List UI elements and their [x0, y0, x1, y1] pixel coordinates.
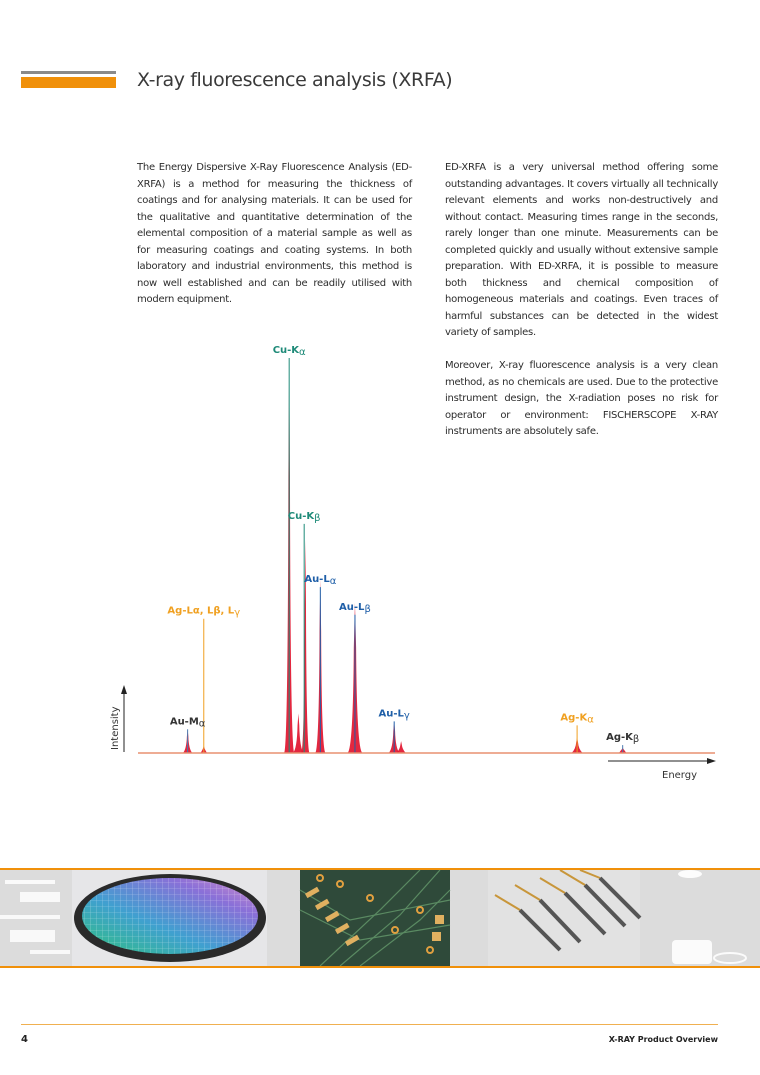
paragraph: The Energy Dispersive X-Ray Fluorescence Analysis (ED-XRFA) is a method for measuring the thickness of coatings and for analysing materials. It can be used for the qualitative and quantitative determination of the elemental composition of a material sample as well as for measuring coatings and coating systems. In both laboratory and industrial environments, this method is now well established and can be readily utilised with modern equipment. — [137, 162, 412, 305]
peak-label: Ag-Lα, Lβ, Lγ — [167, 605, 241, 619]
header-accent-bar-gray — [21, 71, 116, 74]
y-axis-arrowhead — [121, 685, 127, 694]
peak-label: Cu-Kα — [272, 345, 306, 358]
annotation-lines — [188, 358, 623, 753]
left-text-column — [137, 160, 412, 309]
xrf-spectrum-chart — [100, 340, 730, 790]
footer-divider — [21, 1024, 718, 1025]
annotation-labels — [167, 345, 639, 745]
photo-strip — [0, 868, 760, 968]
paragraph: ED-XRFA is a very universal method offering some outstanding advantages. It covers virtually all technically relevant elements and works non-destructively and without contact. Measuring times range in the seconds, rarely longer than one minute. Measurements can be completed quickly and usually without extensive sample preparation. With ED-XRFA, it is possible to measure both thickness and chemical composition of homogeneous materials and coatings. Even traces of harmful substances can be detected in the widest variety of samples. — [445, 162, 718, 338]
connector-pins-photo — [488, 870, 640, 966]
peak-label: Ag-Kβ — [606, 732, 640, 746]
page-number: 4 — [21, 1034, 28, 1045]
peak-label: Ag-Kα — [560, 712, 594, 726]
spectrum-peaks — [183, 358, 626, 753]
peak-label: Au-Lα — [304, 574, 337, 588]
peak-label: Au-Lγ — [378, 708, 410, 722]
spectrum-peak — [396, 741, 405, 753]
page-title: X-ray fluorescence analysis (XRFA) — [137, 69, 453, 91]
peak-label: Cu-Kβ — [287, 510, 321, 524]
circuit-board-photo — [300, 870, 450, 966]
photo-strip-graphics — [0, 870, 760, 966]
y-axis-label: Intensity — [110, 706, 121, 750]
spectrum-peak — [301, 540, 309, 753]
paragraph: Moreover, X-ray fluorescence analysis is a very clean method, as no chemicals are used. Due to the protective instrument design, the X-radiation poses no risk for operator or environment: FISCHERSCOPE X-RAY instruments are absolutely safe. — [445, 360, 718, 437]
silicon-wafer-photo — [72, 870, 267, 966]
circuit-pattern-right — [672, 870, 746, 964]
header-accent-bar-orange — [21, 77, 116, 88]
footer-title: X-RAY Product Overview — [608, 1035, 718, 1044]
x-axis-label: Energy — [662, 770, 698, 781]
peak-label: Au-Lβ — [339, 601, 371, 615]
circuit-pattern-left — [0, 880, 70, 954]
x-axis-arrowhead — [707, 758, 716, 764]
peak-label: Au-Mα — [169, 716, 206, 730]
